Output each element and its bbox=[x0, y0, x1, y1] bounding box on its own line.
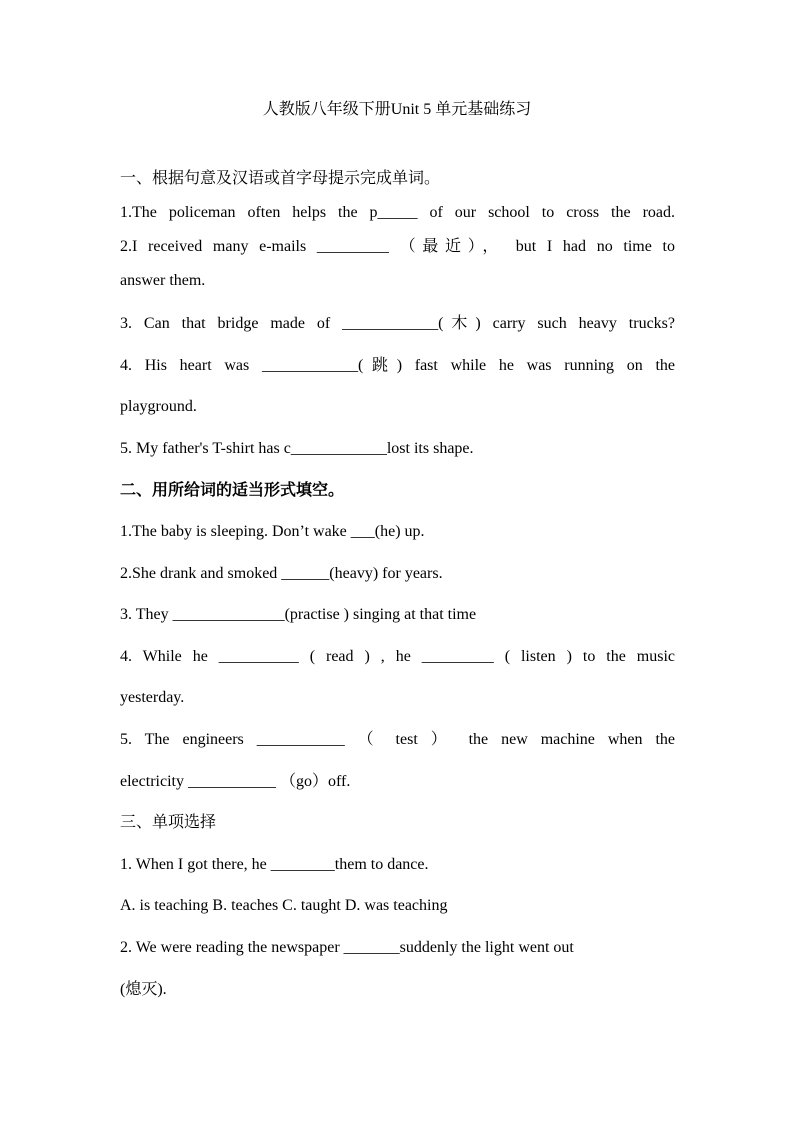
section1-question-4: 4. His heart was ____________(跳) fast while he was running on the bbox=[120, 357, 675, 374]
section1-question-2-continued: answer them. bbox=[120, 272, 206, 289]
section2-question-5: 5. The engineers ___________ （ test ） the new machine when the bbox=[120, 731, 675, 748]
section2-question-5-continued: electricity ___________ （go）off. bbox=[120, 773, 351, 790]
section3-question-2: 2. We were reading the newspaper _______suddenly the light went out bbox=[120, 939, 574, 956]
section3-heading: 三、单项选择 bbox=[120, 812, 217, 831]
section2-heading: 二、用所给词的适当形式填空。 bbox=[120, 480, 345, 499]
page-title: 人教版八年级下册Unit 5 单元基础练习 bbox=[262, 101, 532, 118]
section2-question-2: 2.She drank and smoked ______(heavy) for years. bbox=[120, 565, 443, 582]
section1-heading: 一、根据句意及汉语或首字母提示完成单词。 bbox=[120, 168, 441, 187]
section1-question-1: 1.The policeman often helps the p_____ of our school to cross the road. bbox=[120, 204, 675, 221]
section1-question-4-continued: playground. bbox=[120, 398, 197, 415]
section2-question-4: 4. While he __________ ( read ) , he _________ ( listen ) to the music bbox=[120, 648, 675, 665]
section2-question-3: 3. They ______________(practise ) singing at that time bbox=[120, 606, 477, 623]
section2-question-4-continued: yesterday. bbox=[120, 689, 185, 706]
section2-question-1: 1.The baby is sleeping. Don’t wake ___(he) up. bbox=[120, 523, 425, 540]
section1-question-5: 5. My father's T-shirt has c____________lost its shape. bbox=[120, 440, 474, 457]
section1-question-3: 3. Can that bridge made of ____________(木) carry such heavy trucks? bbox=[120, 315, 675, 332]
section1-question-2: 2.I received many e-mails _________ （最近）， but I had no time to bbox=[120, 238, 675, 255]
section3-question-1-options: A. is teaching B. teaches C. taught D. was teaching bbox=[120, 897, 448, 914]
section3-question-1: 1. When I got there, he ________them to dance. bbox=[120, 856, 429, 873]
section3-question-2-continued: (熄灭). bbox=[120, 981, 167, 998]
